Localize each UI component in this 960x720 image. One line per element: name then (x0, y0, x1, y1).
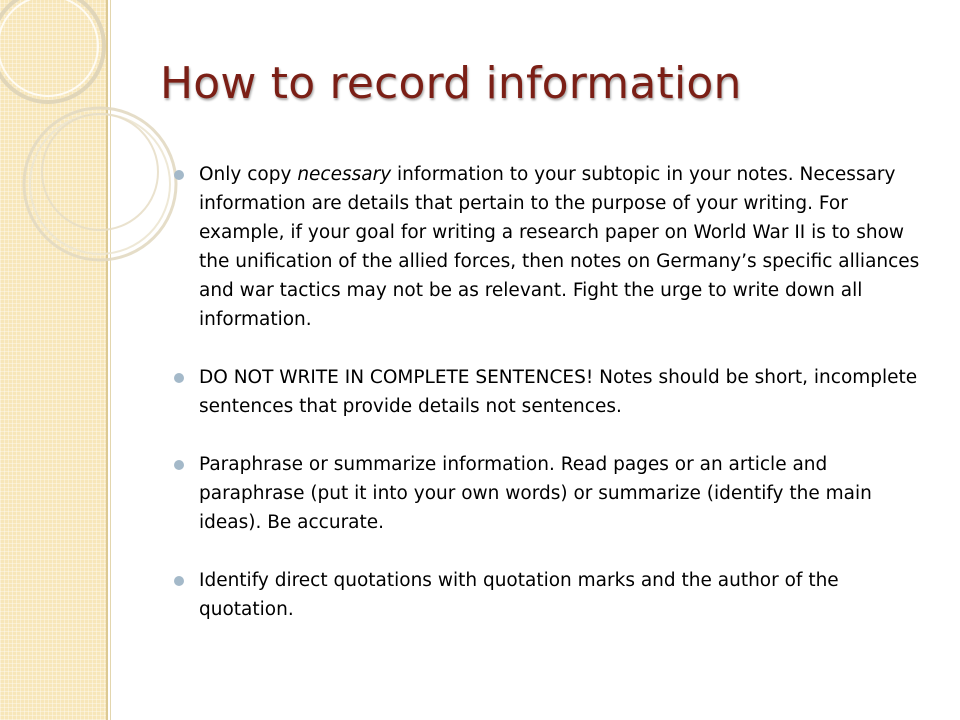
ring-small (42, 114, 158, 230)
bullet-text: Paraphrase or summarize information. Read pages or an article and paraphrase (put it into your own words) or summarize (identify the main ideas). Be accurate. (199, 454, 872, 533)
bullet-text-emphasis: necessary (297, 164, 392, 185)
ring-medium (24, 108, 176, 260)
bullet-text: Identify direct quotations with quotation marks and the author of the quotation. (199, 570, 839, 620)
slide-title: How to record information (160, 58, 742, 109)
bullet-item-copy-necessary (170, 160, 930, 334)
ring-medium-inner (30, 114, 170, 254)
bullet-text: DO NOT WRITE IN COMPLETE SENTENCES! Notes should be short, incomplete sentences that provide details not sentences. (199, 367, 918, 417)
bullet-marker-icon (174, 373, 184, 383)
bullet-item-quotations (170, 566, 930, 624)
bullet-text-after: information to your subtopic in your notes. Necessary information are details that pertain to the purpose of your writing. For example, if your goal for writing a research paper on World War II is to show the unification of the allied forces, then notes on Germany’s specific alliances and war tactics may not be as relevant. Fight the urge to write down all information. (199, 164, 920, 330)
bullet-marker-icon (174, 576, 184, 586)
bullet-marker-icon (174, 460, 184, 470)
ring-large-inner (0, 0, 98, 96)
bullet-item-paraphrase (170, 450, 930, 537)
bullet-text-before: Only copy (199, 164, 298, 185)
bullet-marker-icon (174, 170, 184, 180)
bullet-list (170, 160, 930, 624)
bullet-item-no-complete-sentences (170, 363, 930, 421)
